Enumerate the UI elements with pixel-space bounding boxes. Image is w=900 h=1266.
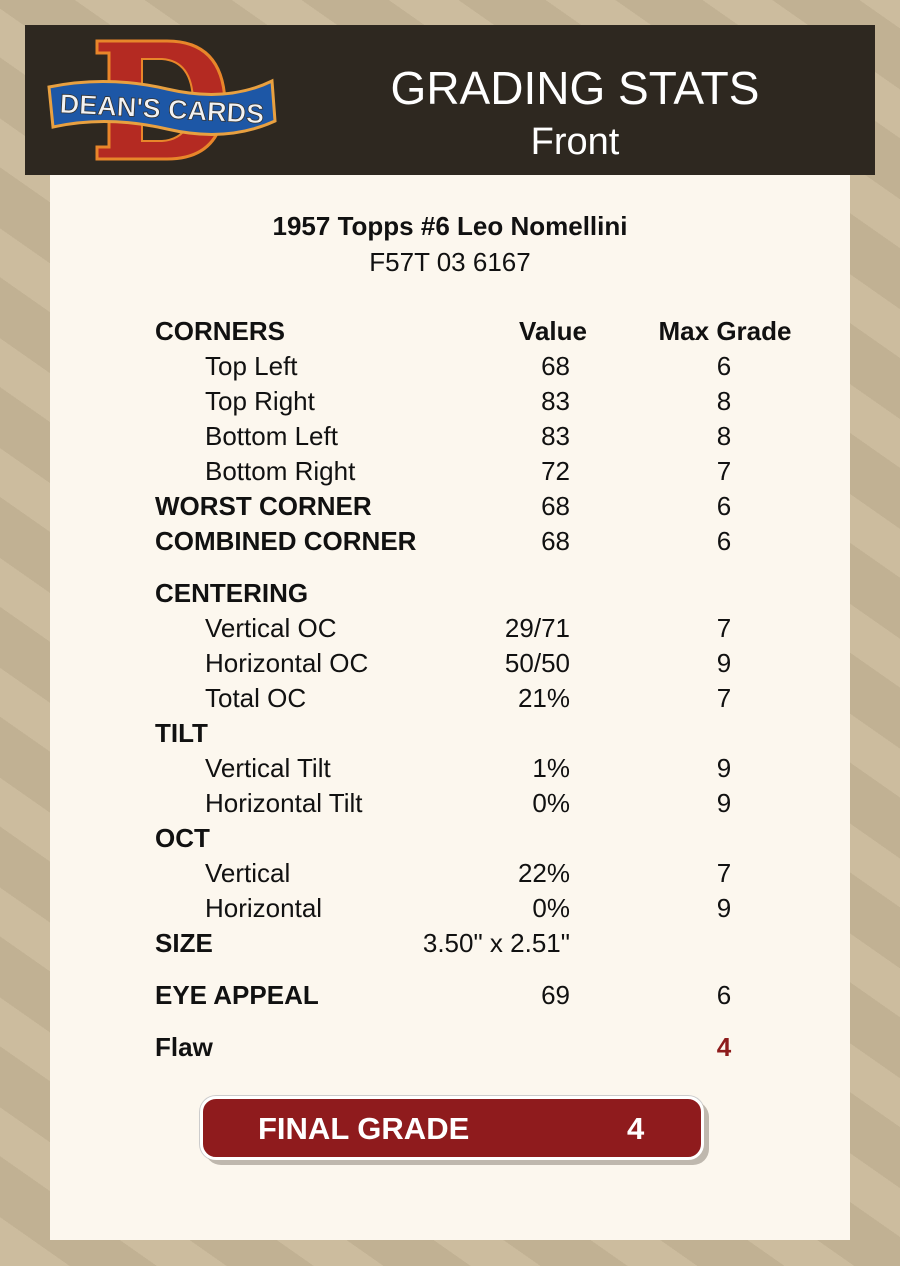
page-title: GRADING STATS — [390, 62, 760, 114]
row-max: 4 — [716, 1032, 732, 1062]
table-row — [50, 385, 850, 420]
final-grade-value: 4 — [627, 1111, 645, 1146]
row-max: 9 — [716, 753, 732, 783]
table-row — [50, 682, 850, 717]
grading-table — [50, 315, 850, 1066]
column-header-max-grade: Max Grade — [658, 316, 792, 346]
row-value: 68 — [541, 351, 570, 381]
table-row — [50, 857, 850, 892]
table-row — [50, 647, 850, 682]
row-label: Vertical Tilt — [205, 753, 331, 783]
section-label: CORNERS — [155, 316, 286, 346]
row-label: Horizontal OC — [205, 648, 369, 678]
row-max: 7 — [716, 683, 732, 713]
row-label: Top Right — [205, 386, 315, 416]
combined-corner-row — [50, 525, 850, 560]
row-value: 21% — [517, 683, 570, 713]
table-row — [50, 350, 850, 385]
row-value: 72 — [541, 456, 570, 486]
grading-panel — [50, 175, 850, 1240]
row-label: Bottom Left — [205, 421, 338, 451]
row-value: 22% — [517, 858, 570, 888]
row-max: 7 — [716, 858, 732, 888]
row-max: 6 — [716, 491, 732, 521]
section-tilt — [50, 717, 850, 752]
row-label: SIZE — [155, 928, 213, 958]
section-oct — [50, 822, 850, 857]
row-value: 3.50" x 2.51" — [422, 928, 570, 958]
eye-appeal-row — [50, 979, 850, 1014]
final-grade-badge — [200, 1096, 704, 1160]
row-max: 6 — [716, 526, 732, 556]
page-subtitle: Front — [530, 121, 620, 163]
row-label: Vertical OC — [205, 613, 337, 643]
table-row — [50, 752, 850, 787]
row-value: 68 — [541, 491, 570, 521]
svg-text:DEAN'S CARDS: DEAN'S CARDS — [59, 88, 265, 130]
row-label: EYE APPEAL — [155, 980, 319, 1010]
row-label: Total OC — [205, 683, 307, 713]
row-value: 83 — [541, 386, 570, 416]
row-label: Horizontal — [205, 893, 323, 923]
deans-cards-logo — [47, 39, 282, 163]
row-label: WORST CORNER — [155, 491, 372, 521]
table-row — [50, 787, 850, 822]
header — [25, 25, 875, 175]
row-max: 7 — [716, 613, 732, 643]
section-label: CENTERING — [155, 578, 309, 608]
card-id: F57T 03 6167 — [369, 247, 531, 277]
row-max: 6 — [716, 980, 732, 1010]
size-row — [50, 927, 850, 962]
row-value: 1% — [532, 753, 570, 783]
card-name: 1957 Topps #6 Leo Nomellini — [272, 211, 628, 241]
row-label: Bottom Right — [205, 456, 356, 486]
section-centering — [50, 577, 850, 612]
row-value: 69 — [541, 980, 570, 1010]
row-label: Top Left — [205, 351, 298, 381]
row-label: Flaw — [155, 1032, 213, 1062]
section-label: OCT — [155, 823, 210, 853]
row-value: 0% — [532, 893, 570, 923]
row-label: Vertical — [205, 858, 291, 888]
table-row — [50, 612, 850, 647]
worst-corner-row — [50, 490, 850, 525]
row-max: 9 — [716, 788, 732, 818]
table-row — [50, 420, 850, 455]
row-value: 68 — [541, 526, 570, 556]
row-max: 7 — [716, 456, 732, 486]
row-max: 8 — [716, 386, 732, 416]
row-max: 8 — [716, 421, 732, 451]
flaw-row — [50, 1031, 850, 1066]
column-header-value: Value — [519, 316, 587, 346]
row-value: 0% — [532, 788, 570, 818]
row-label: Horizontal Tilt — [205, 788, 363, 818]
row-max: 9 — [716, 648, 732, 678]
row-label: COMBINED CORNER — [155, 526, 417, 556]
row-value: 83 — [541, 421, 570, 451]
final-grade-label: FINAL GRADE — [258, 1111, 470, 1146]
table-row — [50, 892, 850, 927]
row-value: 29/71 — [504, 613, 570, 643]
row-value: 50/50 — [504, 648, 570, 678]
section-label: TILT — [155, 718, 208, 748]
section-corners — [50, 315, 850, 350]
row-max: 6 — [716, 351, 732, 381]
row-max: 9 — [716, 893, 732, 923]
table-row — [50, 455, 850, 490]
